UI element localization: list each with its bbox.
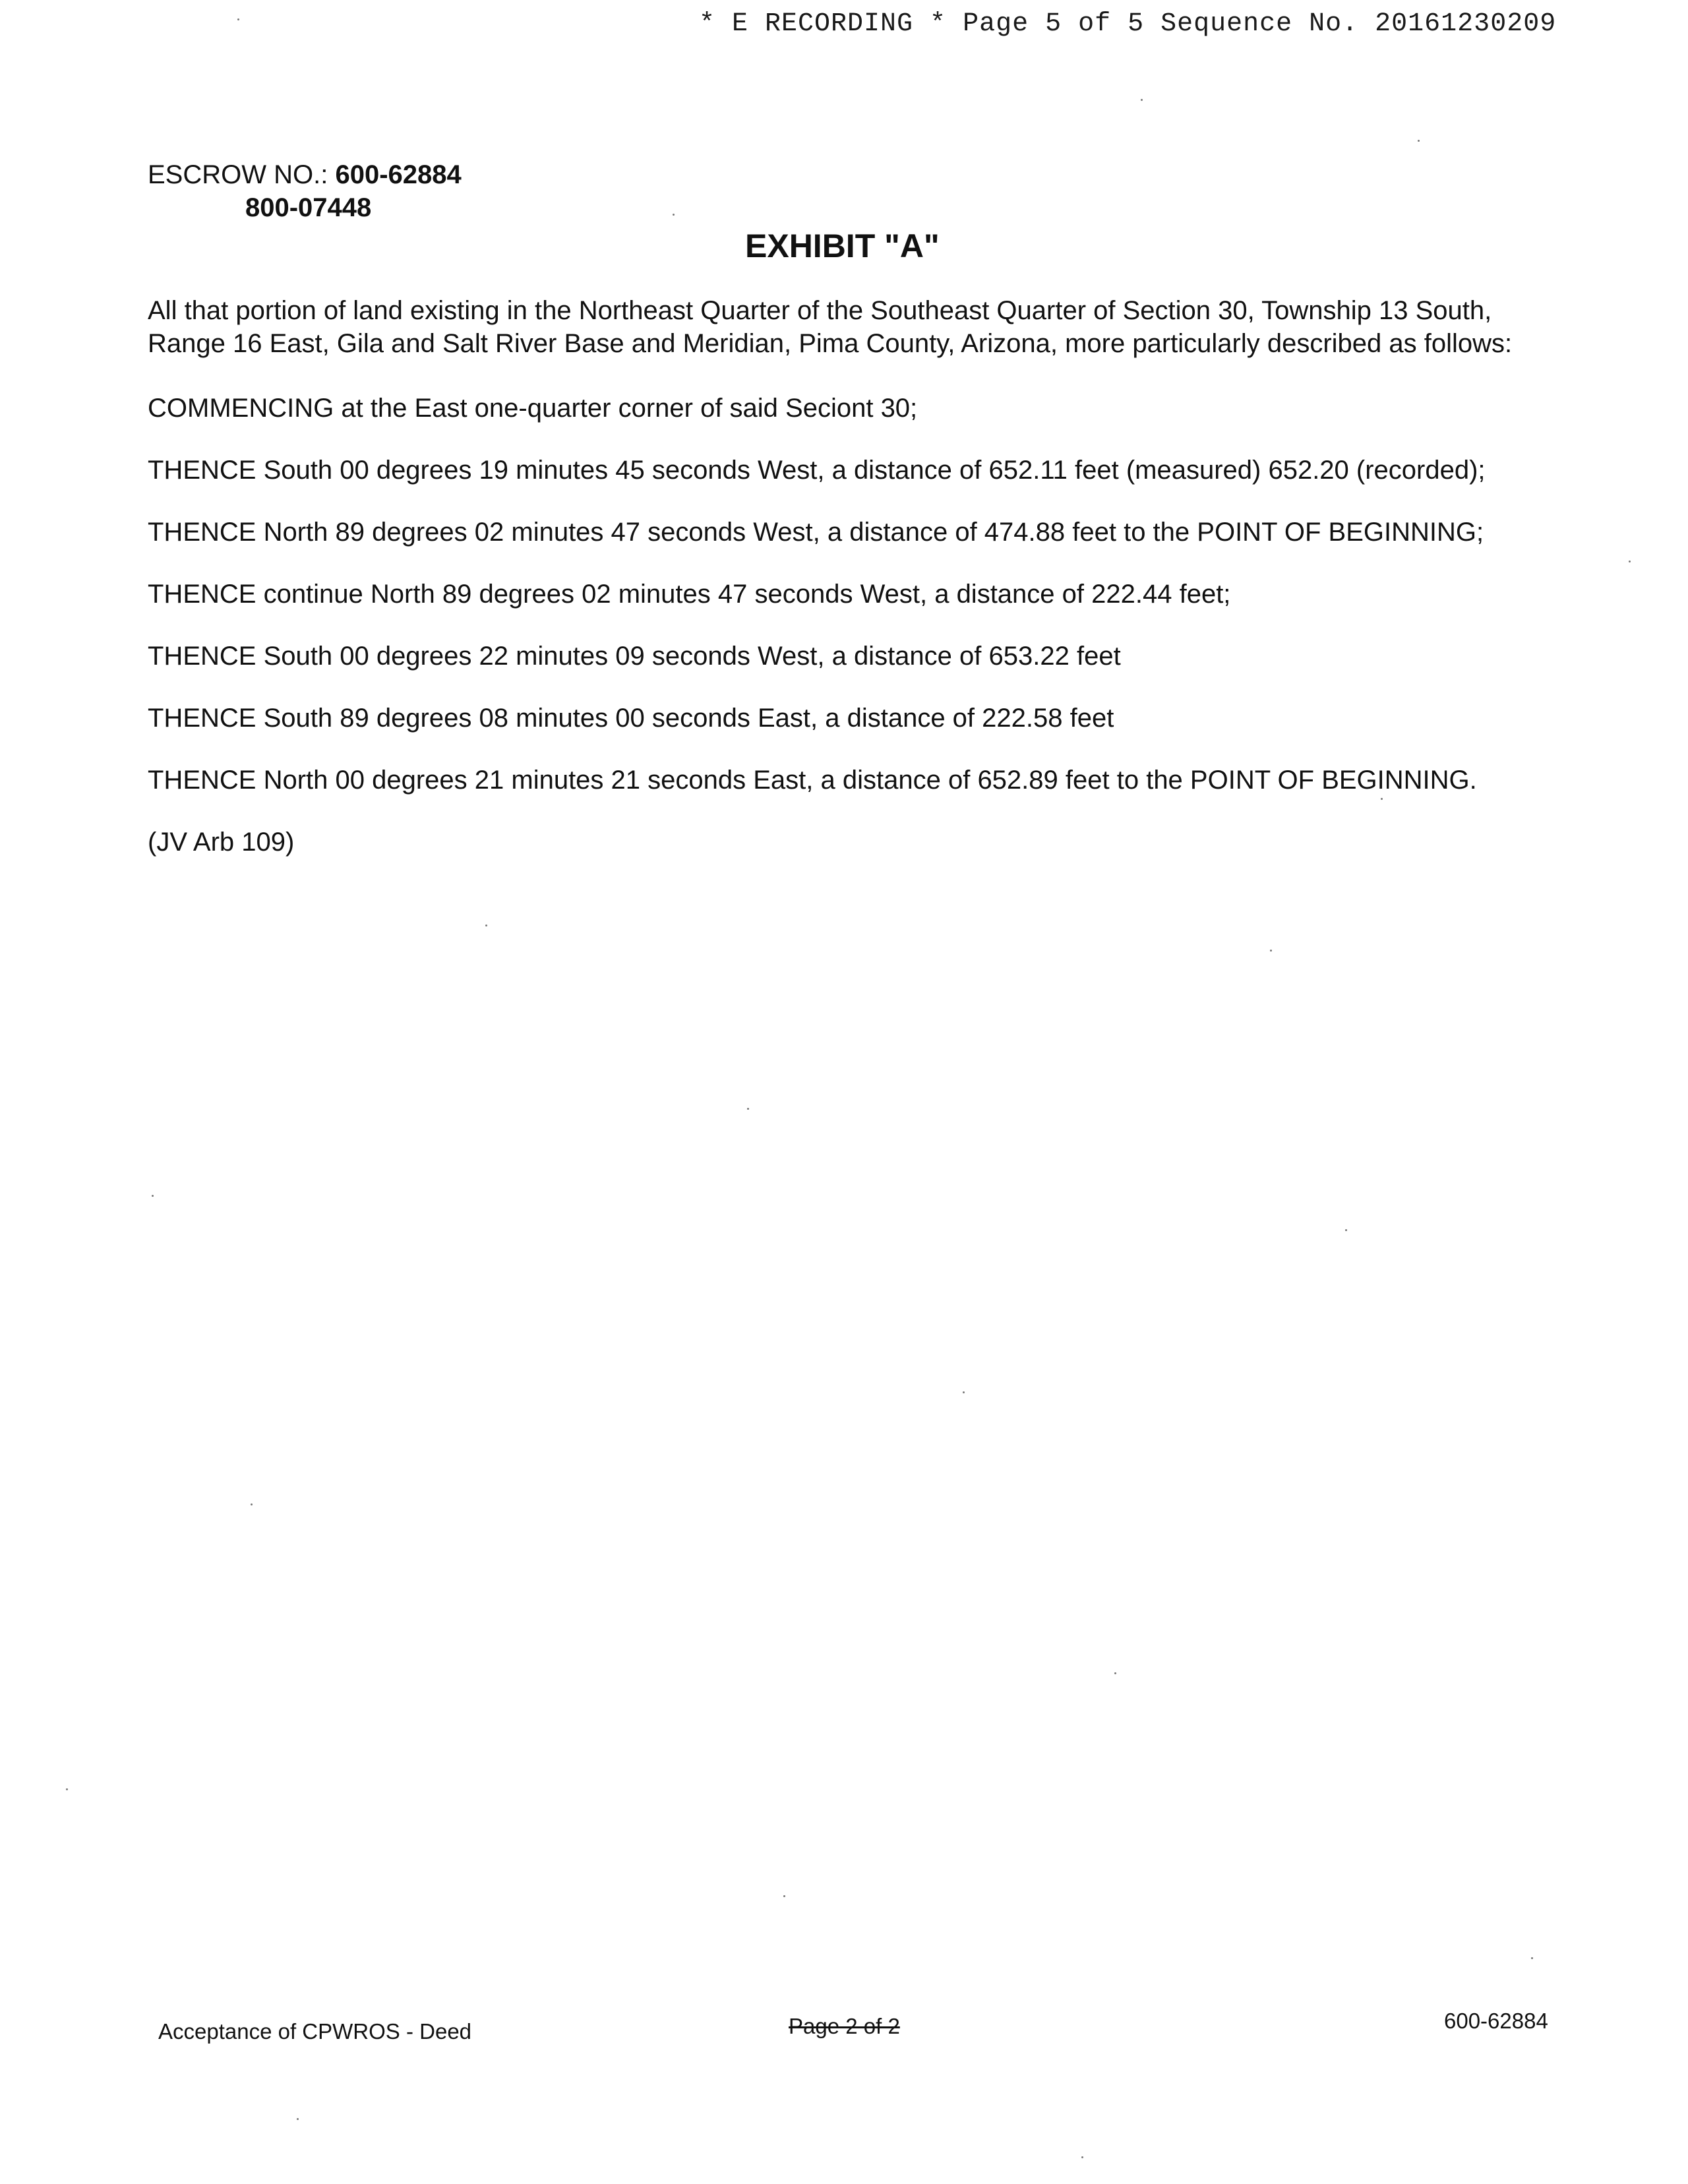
- scan-speck: [237, 18, 239, 20]
- legal-description: [148, 294, 1546, 888]
- scan-speck: [1114, 1672, 1116, 1674]
- exhibit-title: EXHIBIT "A": [745, 228, 940, 264]
- footer-escrow-number: 600-62884: [1444, 2009, 1548, 2033]
- course-paragraph: THENCE North 00 degrees 21 minutes 21 seconds East, a distance of 652.89 feet to the POINT OF BEGINNING.: [148, 766, 1477, 795]
- scan-speck: [963, 1391, 965, 1393]
- scan-speck: [1141, 99, 1143, 101]
- legal-intro-paragraph: All that portion of land existing in the Northeast Quarter of the Southeast Quarter of Section 30, Township 13 South, Range 16 East, Gila and Salt River Base and Meridian, Pima County, Arizona, more particularly described as follows:: [148, 296, 1513, 358]
- commencing-paragraph: COMMENCING at the East one-quarter corner of said Seciont 30;: [148, 394, 918, 423]
- scan-speck: [783, 1895, 785, 1897]
- scan-speck: [1381, 798, 1383, 800]
- scan-speck: [297, 2118, 299, 2120]
- recording-header: * E RECORDING * Page 5 of 5 Sequence No. 20161230209: [699, 9, 1557, 39]
- scan-speck: [66, 1788, 68, 1790]
- escrow-block: [148, 158, 462, 224]
- footer-page-number: Page 2 of 2: [789, 2014, 900, 2038]
- scan-speck: [1418, 140, 1420, 142]
- scan-speck: [152, 1195, 154, 1197]
- scan-speck: [1629, 561, 1631, 562]
- course-paragraph: THENCE South 89 degrees 08 minutes 00 seconds East, a distance of 222.58 feet: [148, 704, 1114, 733]
- scan-speck: [1081, 2156, 1083, 2158]
- scan-speck: [485, 925, 487, 926]
- scan-speck: [1531, 1957, 1533, 1959]
- course-paragraph: THENCE continue North 89 degrees 02 minutes 47 seconds West, a distance of 222.44 feet;: [148, 580, 1231, 609]
- footer-document-title: Acceptance of CPWROS - Deed: [158, 2019, 472, 2044]
- scan-speck: [747, 1108, 749, 1110]
- scan-speck: [1270, 950, 1272, 952]
- escrow-number-primary: 600-62884: [335, 160, 462, 189]
- course-paragraph: THENCE North 89 degrees 02 minutes 47 seconds West, a distance of 474.88 feet to the POINT OF BEGINNING;: [148, 518, 1484, 547]
- escrow-label: ESCROW NO.:: [148, 160, 328, 189]
- course-paragraph: THENCE South 00 degrees 22 minutes 09 seconds West, a distance of 653.22 feet: [148, 642, 1121, 671]
- escrow-number-secondary: 800-07448: [245, 193, 372, 222]
- course-paragraph: THENCE South 00 degrees 19 minutes 45 seconds West, a distance of 652.11 feet (measured) 652.20 (recorded);: [148, 456, 1486, 485]
- reference-note: (JV Arb 109): [148, 828, 295, 857]
- scan-speck: [673, 214, 675, 216]
- scan-speck: [1345, 1229, 1347, 1231]
- scan-speck: [251, 1503, 253, 1505]
